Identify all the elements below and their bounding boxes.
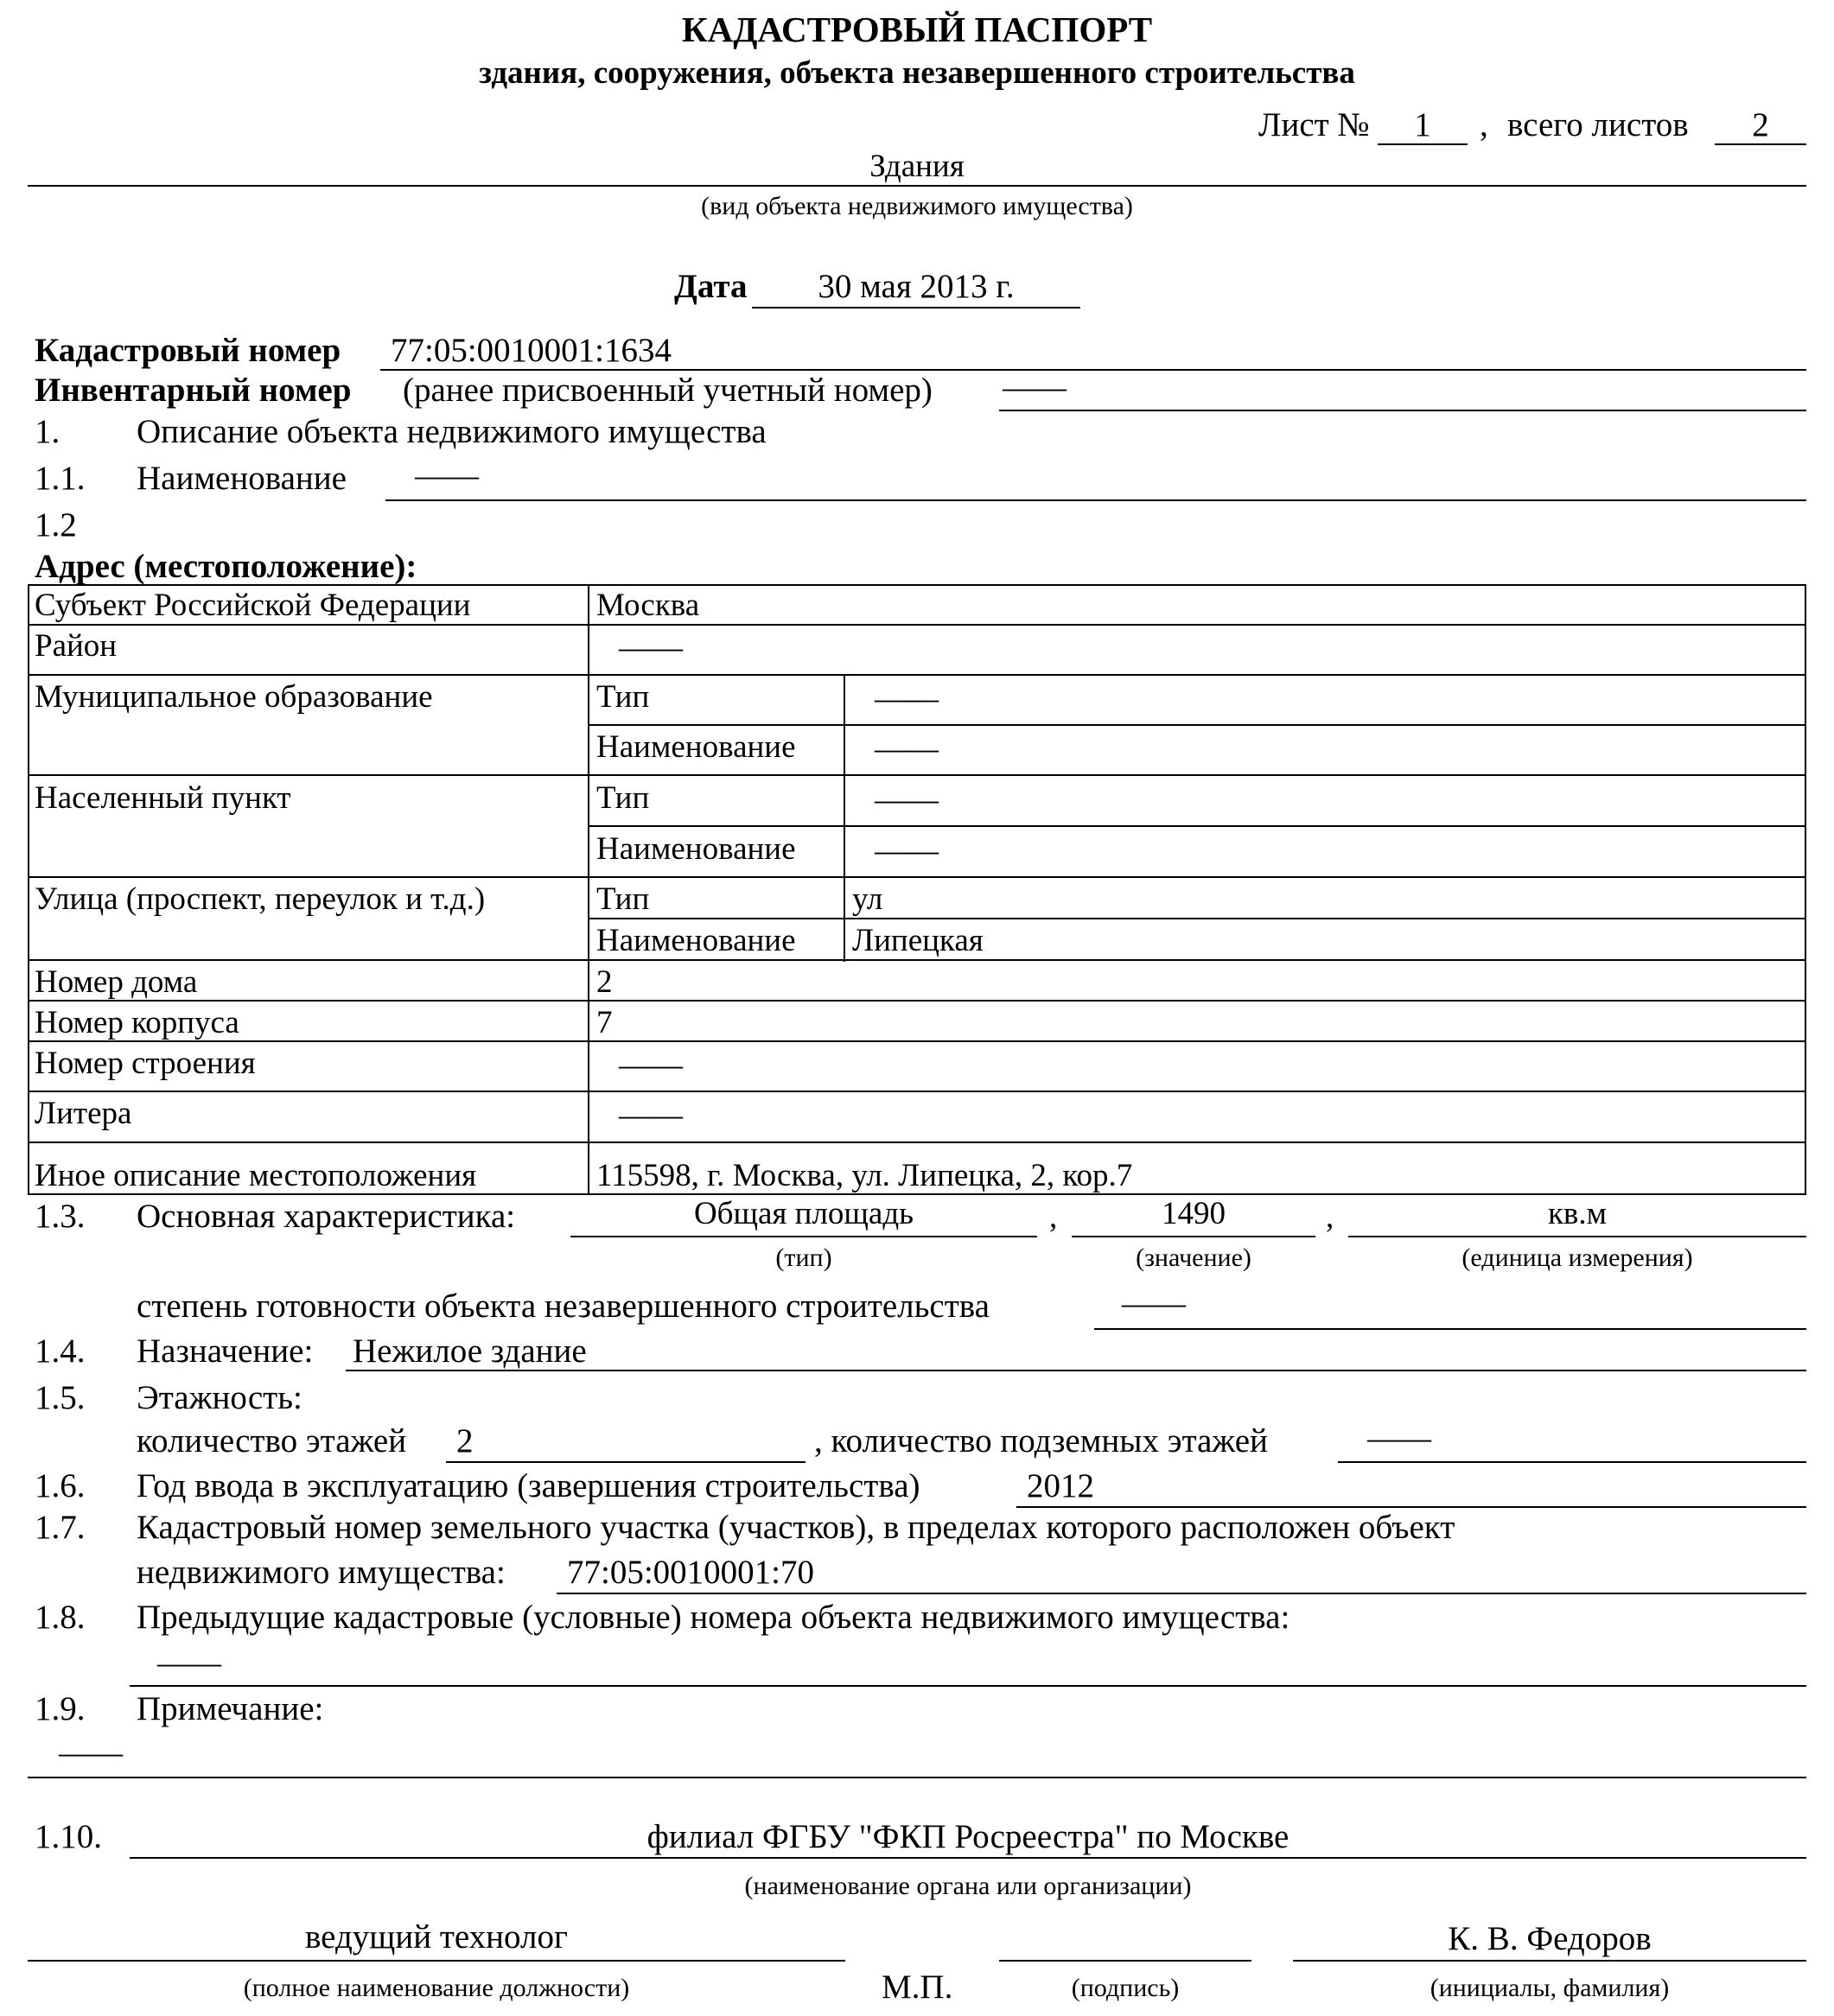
year-line <box>1016 1506 1806 1508</box>
item-1-1-label: Наименование <box>137 460 347 497</box>
signer-name: К. В. Федоров <box>1448 1920 1652 1957</box>
table-rule <box>28 774 1806 776</box>
total-sheets-label: всего листов <box>1507 106 1689 143</box>
stamp-placeholder: М.П. <box>882 1968 953 2006</box>
table-rule <box>28 1040 1806 1042</box>
building-value: 7 <box>596 1005 613 1040</box>
item-1-7-number: 1.7. <box>35 1509 86 1546</box>
municipal-type-label: Тип <box>596 679 650 715</box>
year-value: 2012 <box>1027 1467 1094 1504</box>
table-rule <box>588 825 1806 827</box>
structure-label: Номер строения <box>35 1046 256 1081</box>
house-label: Номер дома <box>35 964 198 1000</box>
purpose-line <box>346 1370 1806 1371</box>
cadastral-number-label: Кадастровый номер <box>35 332 341 369</box>
signature-caption: (подпись) <box>1071 1974 1180 2002</box>
letter-label: Литера <box>35 1096 132 1131</box>
underground-floors-line <box>1338 1461 1806 1463</box>
table-rule <box>28 876 1806 878</box>
municipal-label: Муниципальное образование <box>35 679 433 715</box>
sheets-separator: , <box>1480 106 1488 143</box>
item-1-8-number: 1.8. <box>35 1599 86 1636</box>
floors-count-value: 2 <box>456 1422 474 1460</box>
settlement-type-value: —— <box>875 782 939 817</box>
date-label: Дата <box>674 268 748 305</box>
main-characteristic-value: 1490 <box>1162 1196 1226 1231</box>
inventory-number-label: Инвентарный номер <box>35 372 352 409</box>
table-rule <box>28 1000 1806 1002</box>
inventory-number-line <box>999 410 1806 411</box>
other-location-value: 115598, г. Москва, ул. Липецка, 2, кор.7 <box>596 1158 1133 1193</box>
other-location-label: Иное описание местоположения <box>35 1158 477 1193</box>
purpose-value: Нежилое здание <box>353 1332 587 1370</box>
letter-value: —— <box>619 1097 683 1133</box>
position-title: ведущий технолог <box>304 1918 568 1956</box>
item-1-4-label: Назначение: <box>137 1332 314 1370</box>
note-value: —— <box>59 1735 123 1771</box>
signature-line <box>999 1960 1251 1962</box>
table-border-left <box>28 584 29 1195</box>
main-characteristic-unit: кв.м <box>1547 1196 1608 1231</box>
table-rule <box>588 724 1806 726</box>
subject-value: Москва <box>596 588 700 623</box>
main-unit-line <box>1348 1236 1806 1237</box>
land-cadastral-value: 77:05:0010001:70 <box>567 1554 815 1591</box>
main-value-line <box>1072 1236 1315 1237</box>
position-line <box>28 1960 845 1962</box>
caption-unit: (единица измерения) <box>1461 1243 1693 1272</box>
sheet-number-line <box>1378 143 1468 145</box>
object-kind: Здания <box>869 149 965 184</box>
district-value: —— <box>619 630 683 665</box>
section-1-title: Описание объекта недвижимого имущества <box>137 413 767 450</box>
table-rule <box>588 918 1806 919</box>
table-border-right <box>1805 584 1806 1195</box>
comma-2: , <box>1326 1199 1334 1235</box>
item-1-7-label-line1: Кадастровый номер земельного участка (участков), в пределах которого расположен объект <box>137 1509 1455 1546</box>
district-label: Район <box>35 628 118 664</box>
item-1-6-number: 1.6. <box>35 1467 86 1504</box>
object-kind-line <box>28 185 1806 187</box>
street-name-value: Липецкая <box>852 923 984 958</box>
organization-name: филиал ФГБУ "ФКП Росреестра" по Москве <box>646 1818 1290 1855</box>
structure-value: —— <box>619 1047 683 1083</box>
street-name-label: Наименование <box>596 923 796 958</box>
readiness-label: степень готовности объекта незавершенного строительства <box>137 1288 990 1325</box>
land-cadastral-line <box>557 1593 1806 1594</box>
table-rule <box>28 624 1806 626</box>
item-1-1-value: —— <box>415 458 479 493</box>
signer-name-line <box>1293 1960 1806 1962</box>
item-1-9-label: Примечание: <box>137 1690 324 1727</box>
date-value: 30 мая 2013 г. <box>818 268 1015 305</box>
position-caption: (полное наименование должности) <box>243 1974 630 2002</box>
document-title: КАДАСТРОВЫЙ ПАСПОРТ <box>681 10 1153 49</box>
item-1-4-number: 1.4. <box>35 1332 86 1370</box>
object-kind-caption: (вид объекта недвижимого имущества) <box>701 192 1133 220</box>
inventory-number-value: —— <box>1003 370 1067 405</box>
building-label: Номер корпуса <box>35 1005 239 1040</box>
sheet-number: 1 <box>1414 106 1431 143</box>
main-type-line <box>570 1236 1037 1237</box>
street-label: Улица (проспект, переулок и т.д.) <box>35 881 486 917</box>
item-1-10-number: 1.10. <box>35 1818 102 1855</box>
cadastral-number-value: 77:05:0010001:1634 <box>391 332 672 369</box>
total-sheets-number: 2 <box>1752 106 1769 143</box>
street-type-value: ул <box>852 881 883 917</box>
document-subtitle: здания, сооружения, объекта незавершенного строительства <box>479 55 1355 91</box>
floors-count-line <box>446 1461 806 1463</box>
item-1-5-number: 1.5. <box>35 1379 86 1416</box>
caption-value: (значение) <box>1136 1243 1251 1272</box>
settlement-type-label: Тип <box>596 780 650 816</box>
municipal-name-label: Наименование <box>596 729 796 765</box>
subject-label: Субъект Российской Федерации <box>35 588 471 623</box>
floors-count-label: количество этажей <box>137 1422 407 1460</box>
settlement-name-label: Наименование <box>596 831 796 867</box>
municipal-type-value: —— <box>875 681 939 716</box>
item-1-9-number: 1.9. <box>35 1690 86 1727</box>
organization-caption: (наименование органа или организации) <box>744 1872 1192 1900</box>
note-line <box>28 1777 1806 1778</box>
item-1-6-label: Год ввода в эксплуатацию (завершения строительства) <box>137 1467 920 1504</box>
table-column-divider <box>588 584 589 1195</box>
settlement-name-value: —— <box>875 833 939 868</box>
street-type-label: Тип <box>596 881 650 917</box>
previous-numbers-line <box>130 1685 1806 1687</box>
table-rule <box>28 959 1806 961</box>
comma-1: , <box>1049 1199 1058 1235</box>
date-line <box>752 307 1080 308</box>
item-1-7-label-line2: недвижимого имущества: <box>137 1554 506 1591</box>
signer-name-caption: (инициалы, фамилия) <box>1430 1974 1670 2002</box>
item-1-1-number: 1.1. <box>35 460 86 497</box>
item-1-1-line <box>385 499 1806 501</box>
settlement-label: Населенный пункт <box>35 780 291 816</box>
section-1-number: 1. <box>35 413 60 450</box>
main-characteristic-type: Общая площадь <box>693 1196 914 1231</box>
organization-line <box>130 1857 1806 1859</box>
house-value: 2 <box>596 964 613 1000</box>
total-sheets-line <box>1715 143 1806 145</box>
table-rule <box>28 674 1806 676</box>
address-heading: Адрес (местоположение): <box>35 548 417 585</box>
table-rule <box>28 1091 1806 1092</box>
municipal-name-value: —— <box>875 731 939 766</box>
readiness-value: —— <box>1122 1286 1186 1321</box>
table-rule <box>28 1193 1806 1195</box>
item-1-3-number: 1.3. <box>35 1198 86 1235</box>
inventory-number-note: (ранее присвоенный учетный номер) <box>403 372 933 409</box>
item-1-8-label: Предыдущие кадастровые (условные) номера объекта недвижимого имущества: <box>137 1599 1290 1636</box>
underground-floors-value: —— <box>1367 1421 1431 1456</box>
readiness-line <box>1094 1328 1806 1330</box>
item-1-2-number: 1.2 <box>35 506 77 544</box>
item-1-3-label: Основная характеристика: <box>137 1198 516 1235</box>
table-rule <box>28 1142 1806 1143</box>
caption-type: (тип) <box>775 1243 832 1272</box>
sheet-label: Лист № <box>1258 106 1370 143</box>
cadastral-number-line <box>380 369 1806 371</box>
previous-numbers-value: —— <box>157 1645 221 1681</box>
item-1-5-label: Этажность: <box>137 1379 302 1416</box>
underground-floors-label: , количество подземных этажей <box>814 1422 1268 1460</box>
table-rule <box>28 584 1806 586</box>
